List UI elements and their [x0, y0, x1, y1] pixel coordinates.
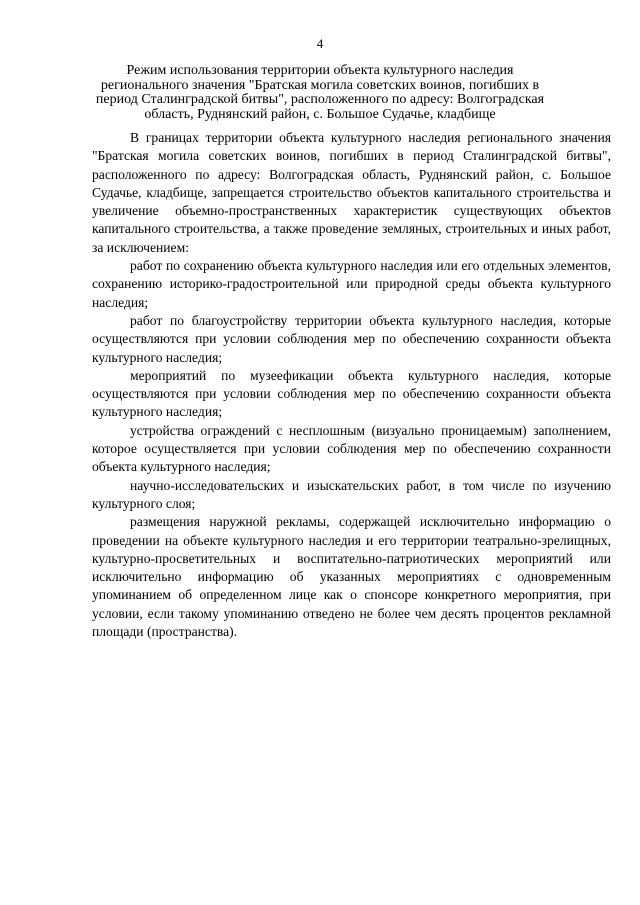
list-item: мероприятий по музеефикации объекта культурного наследия, которые осуществляются при условии соблюдения мер по обеспечению сохранности объекта культурного наследия; [92, 367, 611, 420]
intro-paragraph: В границах территории объекта культурного наследия регионального значения "Братская могила советских воинов, погибших в период Сталинградской битвы", расположенного по адресу: Волгоградская область, Руднянский район, с. Большое Судачье, кладбище, запрещается строительство объектов капитального строительства и увеличение объемно-пространственных характеристик существующих объектов капитального строительства, а также проведение земляных, строительных и иных работ, за исключением: [92, 130, 611, 255]
list-item: устройства ограждений с несплошным (визуально проницаемым) заполнением, которое осуществляется при условии соблюдения мер по обеспечению сохранности объекта культурного наследия; [92, 422, 611, 475]
list-item: работ по сохранению объекта культурного наследия или его отдельных элементов, сохранению историко-градостроительной или природной среды объекта культурного наследия; [92, 258, 611, 310]
list-item: размещения наружной рекламы, содержащей исключительно информацию о проведении на объекте культурного наследия и его территории театрально-зрелищных, культурно-просветительных и воспитательно-патриотических мероприятий или исключительно информацию об указанных мероприятиях с одновременным упоминанием об определенном лице как о спонсоре конкретного мероприятия, при условии, если такому упоминанию отведено не более чем десять процентов рекламной площади (пространства). [92, 514, 611, 640]
document-title: Режим использования территории объекта культурного наследия регионального значения "Братская могила советских воинов, погибших в период Сталинградской битвы", расположенного по адресу: Волгоградская область, Руднянский район, с. Большое Судачье, кладбище [95, 63, 545, 122]
document-body [92, 129, 611, 641]
list-item: работ по благоустройству территории объекта культурного наследия, которые осуществляются при условии соблюдения мер по обеспечению сохранности объекта культурного наследия; [92, 312, 611, 365]
page-number: 4 [316, 36, 324, 51]
exceptions-list [92, 257, 611, 641]
list-item: научно-исследовательских и изыскательских работ, в том числе по изучению культурного слоя; [92, 477, 611, 511]
